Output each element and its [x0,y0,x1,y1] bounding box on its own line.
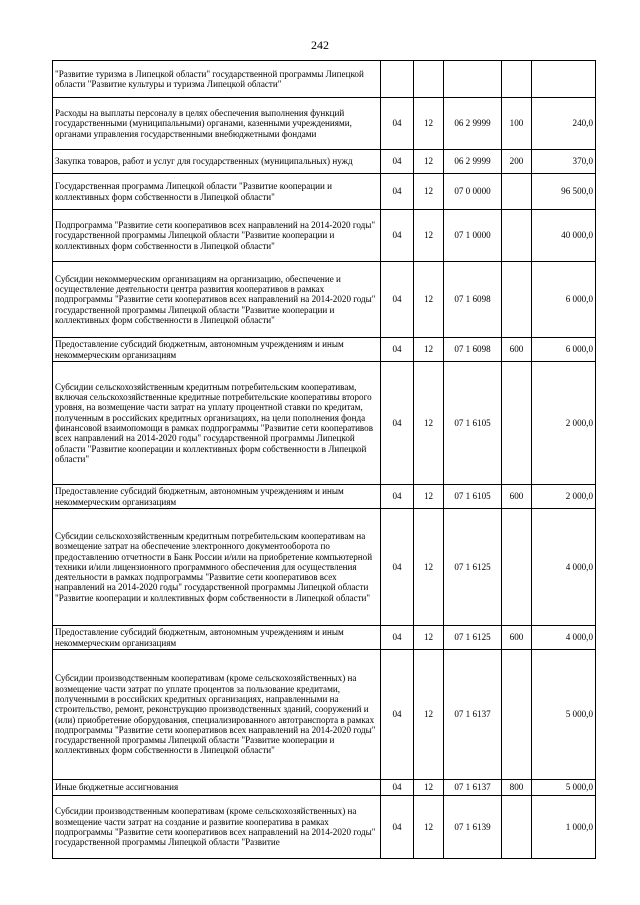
target-article-code: 06 2 9999 [444,98,502,150]
table-row [53,626,596,650]
target-article-code: 07 1 6125 [444,626,502,650]
table-row [53,338,596,362]
subsection-code: 12 [414,338,444,362]
row-description: Предоставление субсидий бюджетным, автономным учреждениям и иным некоммерческим организациям [53,338,381,362]
row-description: Субсидии производственным кооперативам (кроме сельскохозяйственных) на возмещение части затрат по уплате процентов за пользование кредитами, полученными в российских кредитных организациях, направленными на строительство, ремонт, реконструкцию производственных зданий, сооружений и (или) приобретение оборудования, специализированного автотранспорта в рамках подпрограммы "Развитие сети кооперативов всех направлений на 2014-2020 годы" государственной программы Липецкой области "Развитие кооперации и коллективных форм собственности в Липецкой области" [53,650,381,780]
section-code: 04 [381,780,414,796]
expense-type-code [502,210,532,262]
table-row [53,362,596,485]
section-code: 04 [381,626,414,650]
amount: 5 000,0 [532,780,596,796]
table-row [53,150,596,174]
table-row [53,210,596,262]
expense-type-code: 600 [502,626,532,650]
section-code: 04 [381,262,414,338]
amount: 40 000,0 [532,210,596,262]
table-row [53,509,596,626]
amount: 240,0 [532,98,596,150]
target-article-code: 07 1 6105 [444,485,502,509]
amount: 2 000,0 [532,485,596,509]
subsection-code: 12 [414,150,444,174]
target-article-code: 07 0 0000 [444,174,502,210]
expense-type-code [502,174,532,210]
subsection-code: 12 [414,362,444,485]
section-code: 04 [381,485,414,509]
section-code: 04 [381,338,414,362]
target-article-code: 07 1 6125 [444,509,502,626]
target-article-code: 07 1 6137 [444,650,502,780]
section-code: 04 [381,210,414,262]
section-code: 04 [381,362,414,485]
table-row [53,650,596,780]
page-number: 242 [311,38,329,52]
expense-type-code: 800 [502,780,532,796]
row-description: Предоставление субсидий бюджетным, автономным учреждениям и иным некоммерческим организациям [53,626,381,650]
subsection-code: 12 [414,626,444,650]
expense-type-code: 100 [502,98,532,150]
expense-type-code [502,796,532,859]
row-description: Субсидии сельскохозяйственным кредитным потребительским кооперативам на возмещение затрат на обеспечение электронного документооборота по предоставлению отчетности в Банк России и/или на приобретение компьютерной техники и/или лицензионного программного обеспечения для осуществления деятельности в рамках подпрограммы "Развитие сети кооперативов всех направлений на 2014-2020 годы" государственной программы Липецкой области "Развитие кооперации и коллективных форм собственности в Липецкой области" [53,509,381,626]
target-article-code: 07 1 6098 [444,338,502,362]
table-row [53,780,596,796]
table-row [53,98,596,150]
amount [532,61,596,98]
target-article-code: 07 1 6098 [444,262,502,338]
expense-type-code [502,262,532,338]
subsection-code: 12 [414,98,444,150]
expense-type-code: 600 [502,338,532,362]
amount: 2 000,0 [532,362,596,485]
subsection-code: 12 [414,650,444,780]
expense-type-code: 200 [502,150,532,174]
table-row [53,796,596,859]
target-article-code [444,61,502,98]
expense-type-code [502,509,532,626]
row-description: Закупка товаров, работ и услуг для государственных (муниципальных) нужд [53,150,381,174]
subsection-code: 12 [414,485,444,509]
section-code: 04 [381,98,414,150]
section-code: 04 [381,509,414,626]
subsection-code: 12 [414,796,444,859]
amount: 6 000,0 [532,338,596,362]
expense-type-code [502,61,532,98]
expense-type-code [502,362,532,485]
table-row [53,174,596,210]
table-row [53,61,596,98]
section-code: 04 [381,796,414,859]
target-article-code: 06 2 9999 [444,150,502,174]
table-row [53,485,596,509]
row-description: "Развитие туризма в Липецкой области" государственной программы Липецкой области "Развитие культуры и туризма Липецкой области" [53,61,381,98]
subsection-code: 12 [414,174,444,210]
target-article-code: 07 1 0000 [444,210,502,262]
section-code [381,61,414,98]
row-description: Расходы на выплаты персоналу в целях обеспечения выполнения функций государственными (муниципальными) органами, казенными учреждениями, органами управления государственными внебюджетными фондами [53,98,381,150]
row-description: Предоставление субсидий бюджетным, автономным учреждениям и иным некоммерческим организациям [53,485,381,509]
subsection-code: 12 [414,210,444,262]
section-code: 04 [381,150,414,174]
amount: 4 000,0 [532,509,596,626]
amount: 6 000,0 [532,262,596,338]
amount: 5 000,0 [532,650,596,780]
subsection-code [414,61,444,98]
row-description: Подпрограмма "Развитие сети кооперативов всех направлений на 2014-2020 годы" государственной программы Липецкой области "Развитие кооперации и коллективных форм собственности в Липецкой области" [53,210,381,262]
expense-type-code [502,650,532,780]
section-code: 04 [381,650,414,780]
amount: 370,0 [532,150,596,174]
budget-table [52,60,596,859]
row-description: Государственная программа Липецкой области "Развитие кооперации и коллективных форм собственности в Липецкой области" [53,174,381,210]
table-row [53,262,596,338]
subsection-code: 12 [414,262,444,338]
subsection-code: 12 [414,780,444,796]
subsection-code: 12 [414,509,444,626]
target-article-code: 07 1 6105 [444,362,502,485]
row-description: Субсидии некоммерческим организациям на организацию, обеспечение и осуществление деятельности центра развития кооперативов в рамках подпрограммы "Развитие сети кооперативов всех направлений на 2014-2020 годы" государственной программы Липецкой области "Развитие кооперации и коллективных форм собственности в Липецкой области" [53,262,381,338]
row-description: Иные бюджетные ассигнования [53,780,381,796]
expense-type-code: 600 [502,485,532,509]
target-article-code: 07 1 6139 [444,796,502,859]
amount: 96 500,0 [532,174,596,210]
section-code: 04 [381,174,414,210]
target-article-code: 07 1 6137 [444,780,502,796]
row-description: Субсидии сельскохозяйственным кредитным потребительским кооперативам, включая сельскохозяйственные кредитные потребительские кооперативы второго уровня, на возмещение части затрат на уплату процентной ставки по кредитам, полученным в российских кредитных организациях, на цели пополнения фонда финансовой взаимопомощи в рамках подпрограммы "Развитие сети кооперативов всех направлений на 2014-2020 годы" государственной программы Липецкой области "Развитие кооперации и коллективных форм собственности в Липецкой области" [53,362,381,485]
amount: 1 000,0 [532,796,596,859]
row-description: Субсидии производственным кооперативам (кроме сельскохозяйственных) на возмещение части затрат на создание и развитие кооператива в рамках подпрограммы "Развитие сети кооперативов всех направлений на 2014-2020 годы" государственной программы Липецкой области "Развитие [53,796,381,859]
amount: 4 000,0 [532,626,596,650]
